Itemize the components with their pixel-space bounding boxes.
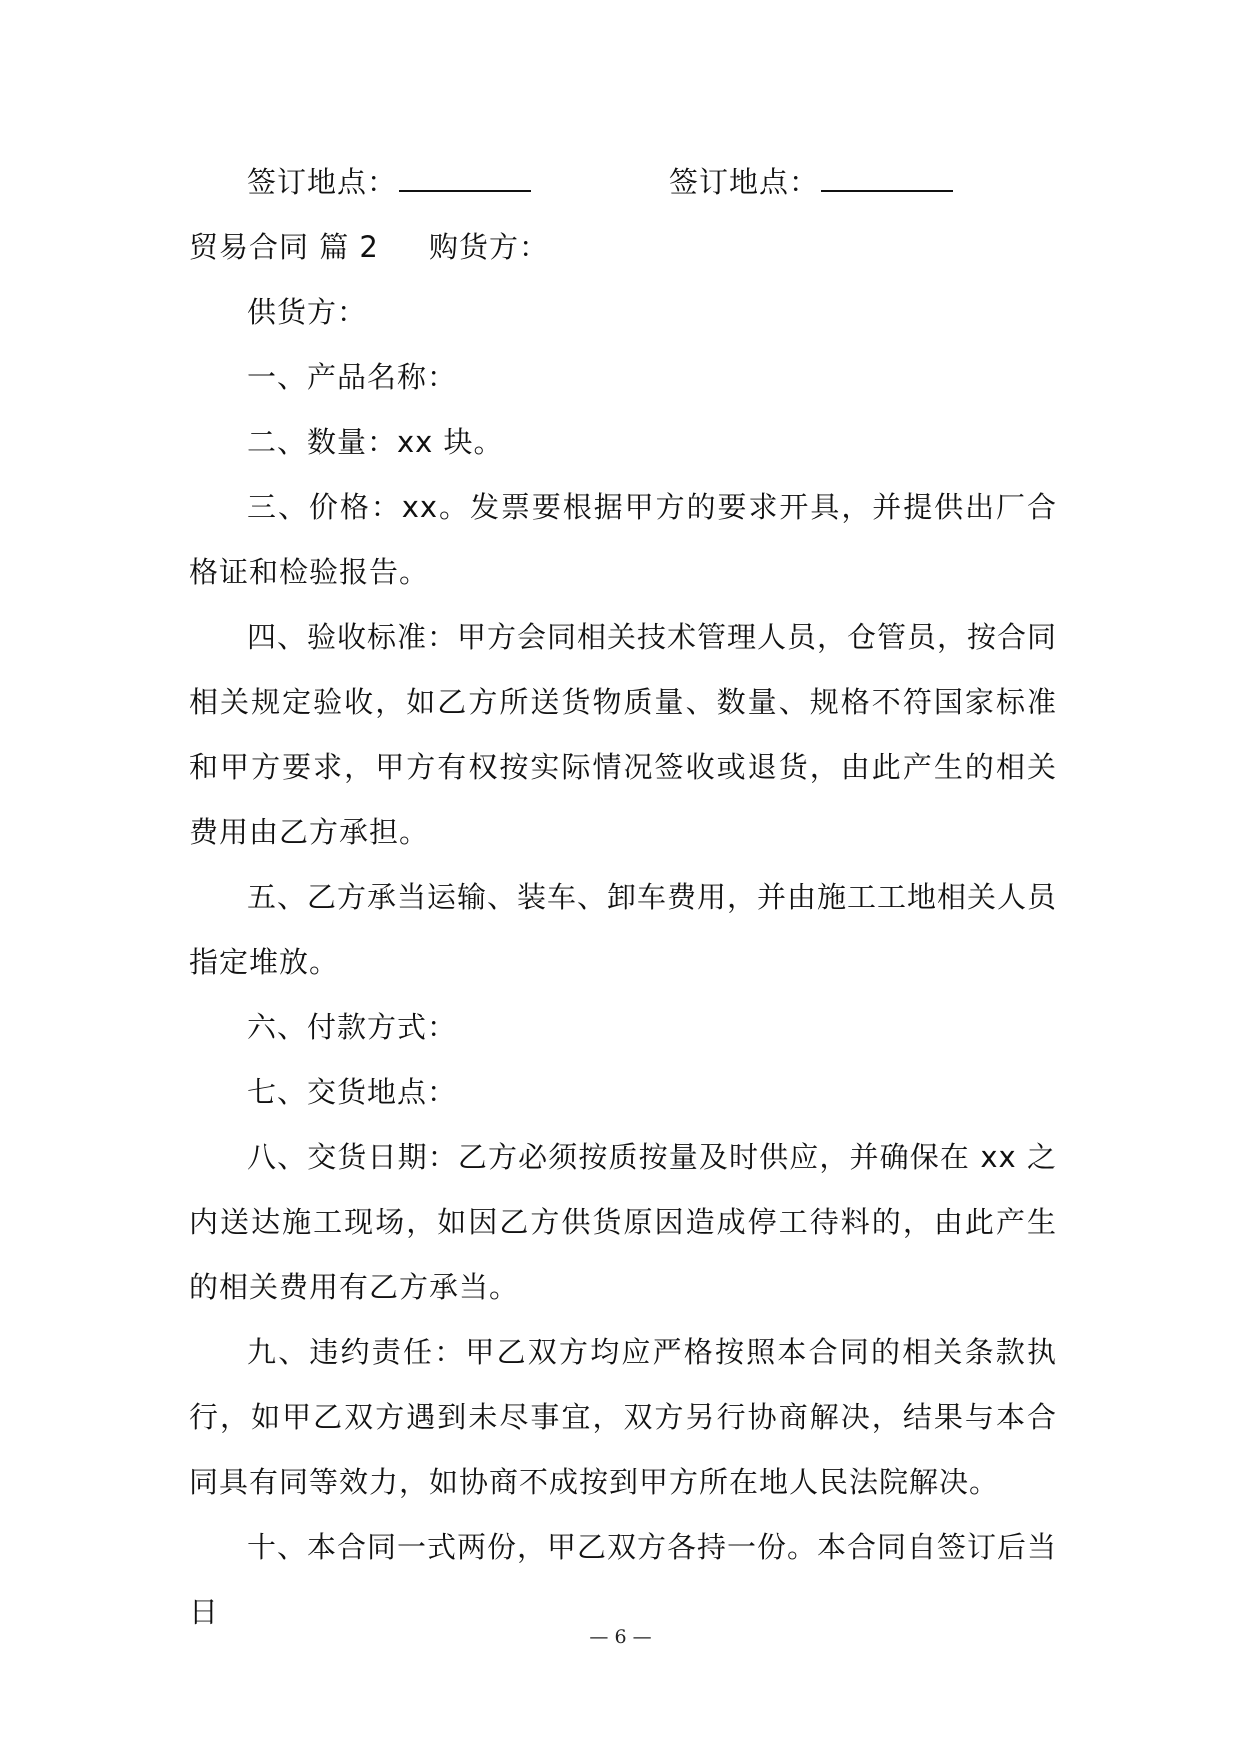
clause-5: 五、乙方承当运输、装车、卸车费用，并由施工工地相关人员指定堆放。 [189,880,1058,979]
clause-3: 三、价格：xx。发票要根据甲方的要求开具，并提供出厂合格证和检验报告。 [189,490,1057,589]
contract-title: 贸易合同 篇 2 [189,230,379,264]
clause-1: 一、产品名称： [247,360,458,394]
clause-2: 二、数量：xx 块。 [247,425,504,459]
clause-6: 六、付款方式： [247,1010,458,1044]
clause-7: 七、交货地点： [247,1075,458,1109]
signing-place-left [247,150,669,215]
signing-place-row [189,150,1057,215]
contract-heading-row [189,215,1057,280]
clause-8: 八、交货日期：乙方必须按质按量及时供应，并确保在 xx 之内送达施工现场，如因乙方供货原因造成停工待料的，由此产生的相关费用有乙方承当。 [189,1140,1057,1304]
signing-place-right-blank [821,164,953,192]
clause-4: 四、验收标准：甲方会同相关技术管理人员，仓管员，按合同相关规定验收，如乙方所送货物质量、数量、规格不符国家标准和甲方要求，甲方有权按实际情况签收或退货，由此产生的相关费用由乙方承担。 [189,620,1058,849]
signing-place-right-label: 签订地点： [669,165,820,199]
clause-10: 十、本合同一式两份，甲乙双方各持一份。本合同自签订后当日 [189,1530,1058,1629]
page-number: — 6 — [589,1626,652,1648]
signing-place-left-blank [399,164,531,192]
clause-9: 九、违约责任：甲乙双方均应严格按照本合同的相关条款执行，如甲乙双方遇到未尽事宜，双方另行协商解决，结果与本合同具有同等效力，如协商不成按到甲方所在地人民法院解决。 [189,1335,1057,1499]
signing-place-left-label: 签订地点： [247,165,398,199]
signing-place-right [669,150,953,215]
document-body [189,150,1057,1645]
buyer-label: 购货方： [429,230,550,264]
supplier-label: 供货方： [247,295,368,329]
